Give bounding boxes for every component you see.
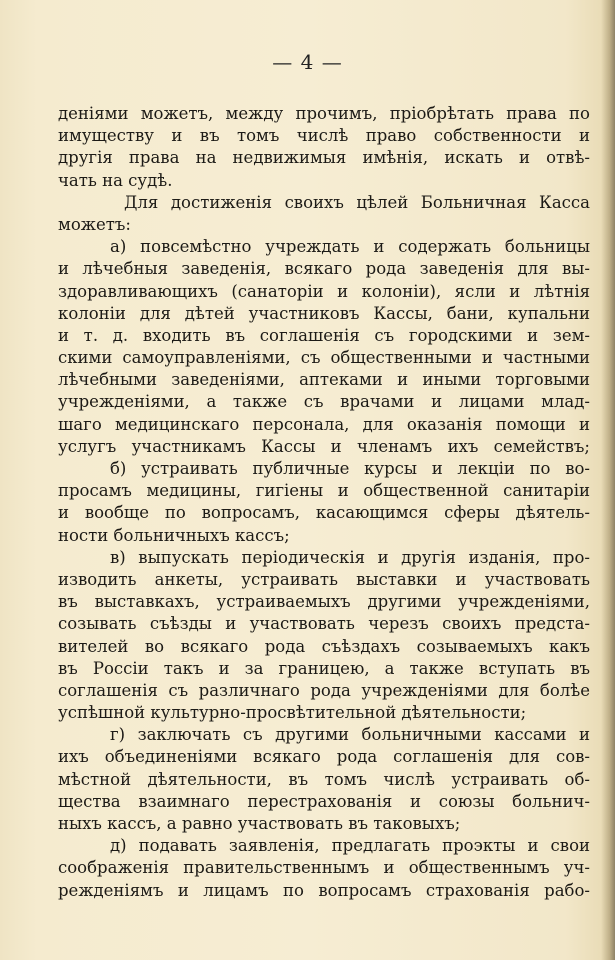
text-line: соображенія правительственнымъ и общественнымъ уч- bbox=[58, 858, 590, 878]
text-line: а) повсемѣстно учреждать и содержать больницы bbox=[110, 237, 590, 257]
text-line: чать на судѣ. bbox=[58, 170, 173, 190]
text-line: въ выставкахъ, устраиваемыхъ другими учрежденіями, bbox=[58, 592, 590, 612]
text-line: режденіямъ и лицамъ по вопросамъ страхованія рабо- bbox=[58, 880, 590, 900]
text-line: в) выпускать періодическія и другія изданія, про- bbox=[110, 547, 590, 567]
page-edge-shadow bbox=[601, 0, 615, 960]
text-line: ихъ объединеніями всякаго рода соглашенія для сов- bbox=[58, 747, 590, 767]
text-line: соглашенія съ различнаго рода учрежденіями для болѣе bbox=[58, 680, 590, 700]
text-line: ности больничныхъ кассъ; bbox=[58, 525, 290, 545]
text-line: мѣстной дѣятельности, въ томъ числѣ устраивать об- bbox=[58, 769, 590, 789]
text-line: изводить анкеты, устраивать выставки и участвовать bbox=[58, 569, 590, 589]
text-line: б) устраивать публичные курсы и лекціи по во- bbox=[110, 459, 590, 478]
text-line: Для достиженія своихъ цѣлей Больничная Касса bbox=[124, 192, 590, 212]
text-line: успѣшной культурно-просвѣтительной дѣятельности; bbox=[58, 703, 527, 723]
page-number: — 4 — bbox=[272, 50, 343, 74]
text-line: просамъ медицины, гигіены и общественной санитаріи bbox=[58, 481, 590, 501]
text-line: д) подавать заявленія, предлагать проэкты и свои bbox=[110, 836, 590, 856]
text-line: другія права на недвижимыя имѣнія, искать и отвѣ- bbox=[58, 148, 590, 168]
text-line: г) заключать съ другими больничными кассами и bbox=[110, 725, 590, 745]
text-line: ныхъ кассъ, а равно участвовать въ таковыхъ; bbox=[58, 814, 461, 833]
text-line: вителей во всякаго рода съѣздахъ созываемыхъ какъ bbox=[58, 636, 590, 656]
text-line: и т. д. входить въ соглашенія съ городскими и зем- bbox=[58, 325, 590, 345]
text-line: лѣчебными заведеніями, аптеками и иными торговыми bbox=[58, 370, 590, 390]
text-line: созывать съѣзды и участвовать черезъ своихъ предста- bbox=[58, 614, 590, 634]
text-line: колоніи для дѣтей участниковъ Кассы, бани, купальни bbox=[58, 303, 590, 323]
text-line: деніями можетъ, между прочимъ, пріобрѣтать права по bbox=[58, 104, 590, 123]
text-line: скими самоуправленіями, съ общественными и частными bbox=[58, 348, 590, 368]
text-line: шаго медицинскаго персонала, для оказанія помощи и bbox=[58, 414, 590, 434]
text-line: и вообще по вопросамъ, касающимся сферы дѣятель- bbox=[58, 503, 590, 523]
body-text bbox=[58, 103, 590, 902]
text-line: и лѣчебныя заведенія, всякаго рода заведенія для вы- bbox=[58, 259, 590, 279]
text-line: услугъ участникамъ Кассы и членамъ ихъ семействъ; bbox=[58, 436, 590, 456]
text-line: щества взаимнаго перестрахованія и союзы больнич- bbox=[58, 791, 590, 811]
text-line: можетъ: bbox=[58, 214, 131, 234]
text-line: въ Россіи такъ и за границею, а также вступать въ bbox=[58, 658, 590, 678]
text-line: учрежденіями, а также съ врачами и лицами млад- bbox=[58, 392, 590, 412]
text-line: имуществу и въ томъ числѣ право собственности и bbox=[58, 126, 590, 146]
text-line: здоравливающихъ (санаторіи и колоніи), ясли и лѣтнія bbox=[58, 281, 590, 301]
